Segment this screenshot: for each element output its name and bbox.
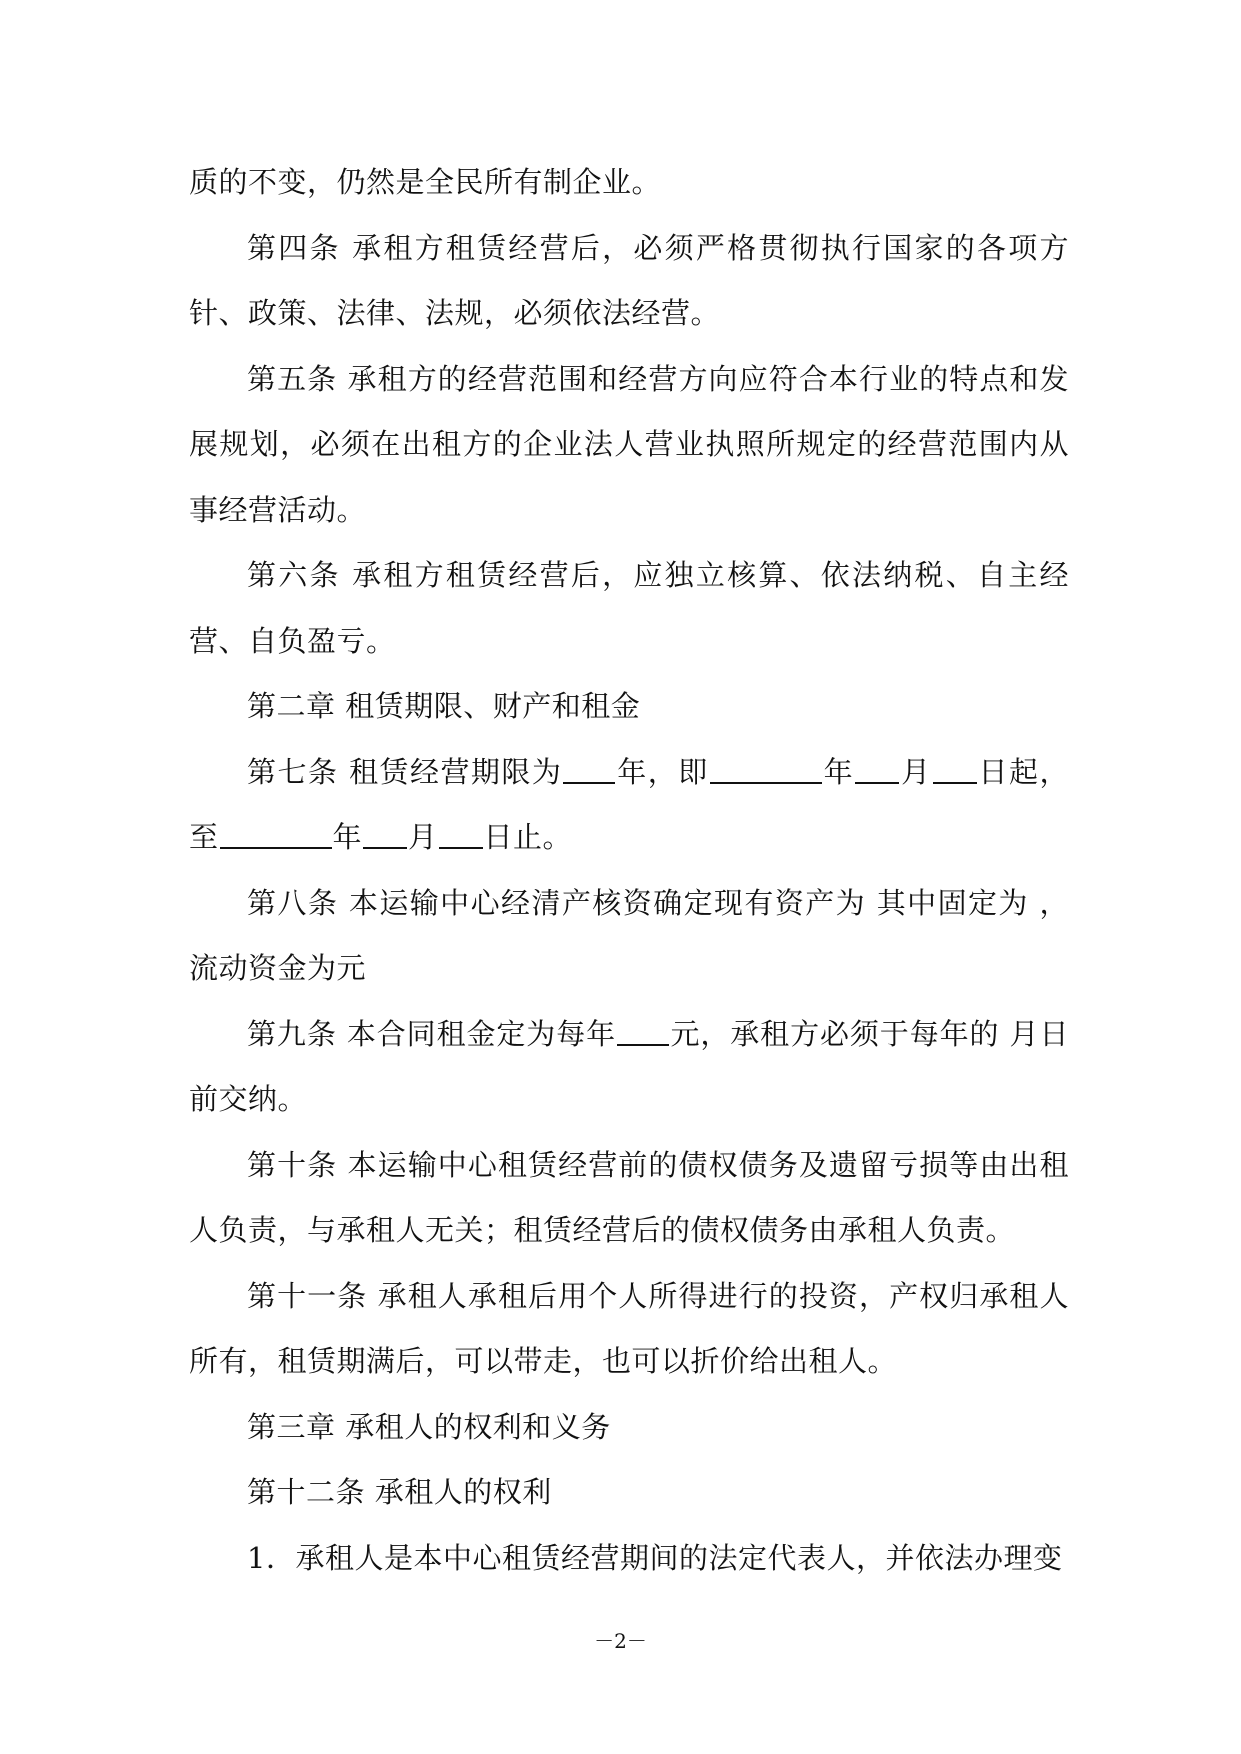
article-7-text-f: 年 <box>332 820 363 854</box>
blank-start-day <box>933 756 977 784</box>
blank-end-year <box>220 821 332 849</box>
article-9 <box>189 1002 1069 1133</box>
blank-end-month <box>363 821 407 849</box>
article-7-text-b: 年，即 <box>616 754 709 789</box>
article-6: 第六条 承租方租赁经营后，应独立核算、依法纳税、自主经营、自负盈亏。 <box>189 558 1069 658</box>
article-4: 第四条 承租方租赁经营后，必须严格贯彻执行国家的各项方针、政策、法律、法规，必须依法经营。 <box>189 230 1069 330</box>
list-item-1: 1．承租人是本中心租赁经营期间的法定代表人，并依法办理变 <box>247 1540 1063 1575</box>
article-9-text-b: 元，承租方必须于每年的 月日前交纳。 <box>189 1016 1069 1116</box>
article-7-text-c: 年 <box>822 754 855 789</box>
blank-end-day <box>439 821 483 849</box>
article-7 <box>189 740 1069 871</box>
article-7-text-a: 第七条 租赁经营期限为 <box>247 754 563 789</box>
article-12: 第十二条 承租人的权利 <box>247 1475 552 1509</box>
blank-start-month <box>855 756 899 784</box>
page-number: －2－ <box>594 1629 647 1653</box>
article-7-text-g: 月 <box>408 820 438 854</box>
document-body <box>189 150 1069 1591</box>
article-8: 第八条 本运输中心经清产核资确定现有资产为 其中固定为 ，流动资金为元 <box>189 885 1069 985</box>
article-11: 第十一条 承租人承租后用个人所得进行的投资，产权归承租人所有，租赁期满后，可以带走，也可以折价给出租人。 <box>189 1278 1069 1378</box>
article-7-text-d: 月 <box>900 754 932 789</box>
article-5: 第五条 承租方的经营范围和经营方向应符合本行业的特点和发展规划，必须在出租方的企业法人营业执照所规定的经营范围内从事经营活动。 <box>189 361 1069 527</box>
chapter-3-heading: 第三章 承租人的权利和义务 <box>247 1409 611 1444</box>
paragraph-continuation: 质的不变，仍然是全民所有制企业。 <box>189 165 662 199</box>
article-7-text-h: 日止。 <box>483 820 573 854</box>
article-7-text-e: 日起，至 <box>189 754 1069 854</box>
blank-rent-amount <box>617 1018 669 1046</box>
article-10: 第十条 本运输中心租赁经营前的债权债务及遗留亏损等由出租人负责，与承租人无关；租赁经营后的债权债务由承租人负责。 <box>189 1147 1069 1247</box>
blank-years <box>563 756 615 784</box>
blank-start-year <box>710 756 822 784</box>
article-9-text-a: 第九条 本合同租金定为每年 <box>247 1016 617 1051</box>
chapter-2-heading: 第二章 租赁期限、财产和租金 <box>247 689 641 723</box>
